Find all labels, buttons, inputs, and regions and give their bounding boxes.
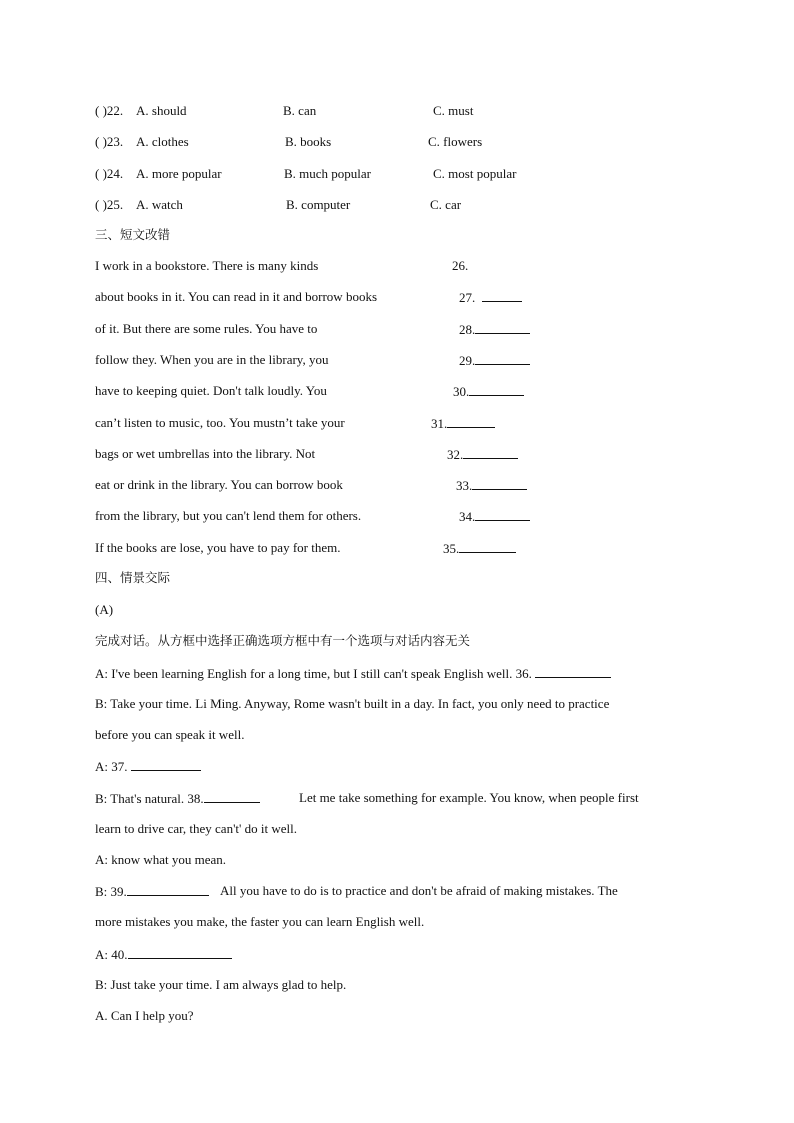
answer-blank[interactable] (447, 415, 495, 428)
answer-blank[interactable] (463, 446, 518, 459)
option-c[interactable]: C. most popular (433, 166, 517, 181)
dialogue-line-b1 (95, 696, 699, 712)
section-heading-situational-dialogue: 四、情景交际 (95, 570, 171, 585)
correction-item (447, 446, 518, 463)
option-c[interactable]: C. flowers (428, 134, 483, 149)
answer-blank[interactable] (475, 352, 530, 365)
dialogue-text: A: I've been learning English for a long time, but I still can't speak English well. 36. (95, 666, 532, 681)
passage-line: bags or wet umbrellas into the library. Not (95, 446, 316, 461)
passage-line: can’t listen to music, too. You mustn’t take your (95, 415, 345, 430)
item-number: 27. (459, 290, 476, 305)
option-b[interactable]: B. much popular (284, 166, 372, 181)
passage-line: eat or drink in the library. You can borrow book (95, 477, 343, 492)
dialogue-line-b3-cont: more mistakes you make, the faster you can learn English well. (95, 914, 425, 929)
passage-line: I work in a bookstore. There is many kinds (95, 258, 319, 273)
option-a[interactable]: A. more popular (136, 166, 222, 181)
dialogue-text: B: That's natural. 38. (95, 791, 204, 806)
correction-item (459, 352, 530, 369)
dialogue-text: A: 40. (95, 947, 128, 962)
answer-blank-39[interactable] (127, 883, 209, 896)
answer-blank[interactable] (475, 321, 530, 334)
answer-blank-40[interactable] (128, 946, 232, 959)
passage-line: have to keeping quiet. Don't talk loudly. You (95, 383, 327, 398)
answer-blank[interactable] (469, 383, 524, 396)
option-b[interactable]: B. computer (286, 197, 351, 212)
dialogue-text: B: 39. (95, 884, 127, 899)
dialogue-line-36 (95, 665, 611, 682)
dialogue-line-39 (95, 883, 209, 900)
option-c[interactable]: C. must (433, 103, 474, 118)
option-c[interactable]: C. car (430, 197, 462, 212)
correction-item (453, 383, 524, 400)
option-a[interactable]: A. clothes (136, 134, 189, 149)
item-number: 29. (459, 353, 476, 368)
dialogue-text: B: Take your time. Li Ming. Anyway, Rome wasn't built in a day. In fact, you only need to practice (95, 696, 610, 711)
correction-item (431, 415, 495, 432)
dialogue-text: A: 37. (95, 759, 128, 774)
dialogue-line-40 (95, 946, 232, 963)
dialogue-text-38-cont: Let me take something for example. You know, when people first (299, 790, 639, 805)
option-a[interactable]: A. should (136, 103, 187, 118)
option-b[interactable]: B. books (285, 134, 332, 149)
dialogue-line-38 (95, 790, 260, 807)
dialogue-line-b4: B: Just take your time. I am always glad to help. (95, 977, 347, 992)
answer-blank-37[interactable] (131, 758, 201, 771)
dialogue-line-b2-cont: learn to drive car, they can't' do it well. (95, 821, 297, 836)
correction-item (459, 289, 522, 306)
item-number: 33. (456, 478, 473, 493)
item-number: 26. (452, 258, 469, 273)
answer-blank-36[interactable] (535, 665, 611, 678)
passage-line: about books in it. You can read in it and borrow books (95, 289, 378, 304)
section-heading-error-correction: 三、短文改错 (95, 227, 171, 242)
answer-blank[interactable] (482, 289, 522, 302)
passage-line: If the books are lose, you have to pay for them. (95, 540, 341, 555)
option-a[interactable]: A. watch (136, 197, 183, 212)
dialogue-text-39-cont: All you have to do is to practice and don't be afraid of making mistakes. The (220, 883, 618, 898)
question-number: ( )22. (95, 103, 124, 118)
item-number: 30. (453, 384, 470, 399)
option-a: A. Can I help you? (95, 1008, 194, 1023)
question-number: ( )25. (95, 197, 124, 212)
item-number: 34. (459, 509, 476, 524)
item-number: 32. (447, 447, 464, 462)
item-number: 35. (443, 541, 460, 556)
dialogue-line-a3: A: know what you mean. (95, 852, 227, 867)
part-label: (A) (95, 602, 114, 617)
correction-item (452, 258, 468, 274)
passage-line: from the library, but you can't lend them for others. (95, 508, 362, 523)
correction-item (456, 477, 527, 494)
item-number: 28. (459, 322, 476, 337)
passage-line: of it. But there are some rules. You have to (95, 321, 318, 336)
answer-blank-38[interactable] (204, 790, 260, 803)
correction-item (459, 321, 530, 338)
question-number: ( )24. (95, 166, 124, 181)
dialogue-line-37 (95, 758, 201, 775)
dialogue-line-b1-cont: before you can speak it well. (95, 727, 245, 742)
dialogue-text-39-cont-wrap (220, 883, 699, 899)
item-number: 31. (431, 416, 448, 431)
instruction-text: 完成对话。从方框中选择正确选项方框中有一个选项与对话内容无关 (95, 633, 471, 648)
correction-item (443, 540, 516, 557)
answer-blank[interactable] (459, 540, 516, 553)
passage-line: follow they. When you are in the library, you (95, 352, 329, 367)
answer-blank[interactable] (472, 477, 527, 490)
answer-blank[interactable] (475, 508, 530, 521)
correction-item (459, 508, 530, 525)
question-number: ( )23. (95, 134, 124, 149)
option-b[interactable]: B. can (283, 103, 317, 118)
